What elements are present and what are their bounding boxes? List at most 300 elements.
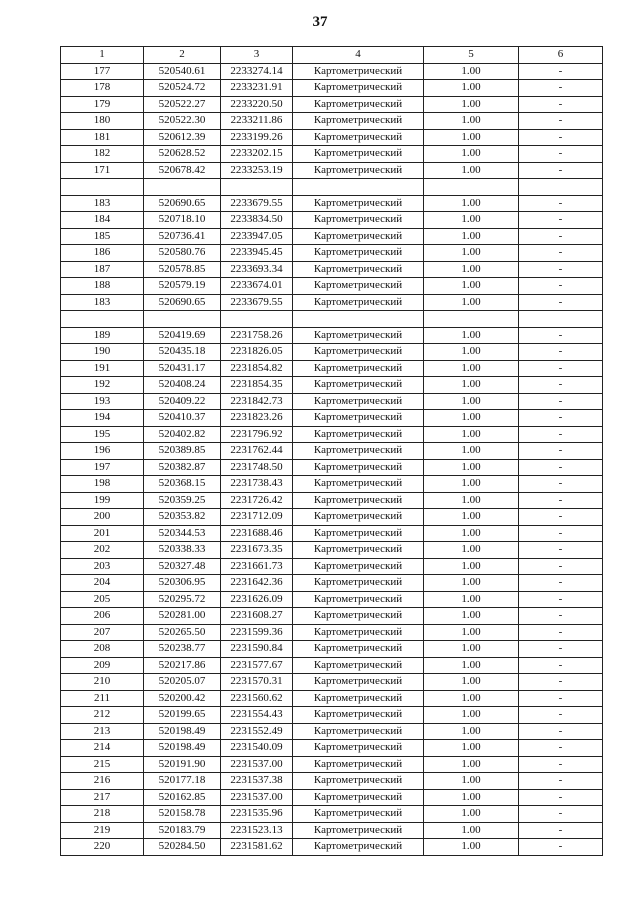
point-number-cell: 180 [61, 113, 144, 130]
accuracy-cell: 1.00 [424, 80, 519, 97]
column-header: 2 [144, 47, 221, 64]
table-row [61, 113, 603, 130]
method-cell: Картометрический [293, 756, 424, 773]
table-row [61, 789, 603, 806]
point-number-cell: 206 [61, 608, 144, 625]
x-coordinate-cell: 520158.78 [144, 806, 221, 823]
point-number-cell: 177 [61, 63, 144, 80]
accuracy-cell: 1.00 [424, 146, 519, 163]
x-coordinate-cell: 520177.18 [144, 773, 221, 790]
note-cell: - [519, 773, 603, 790]
point-number-cell: 185 [61, 228, 144, 245]
note-cell: - [519, 492, 603, 509]
y-coordinate-cell: 2233693.34 [221, 261, 293, 278]
x-coordinate-cell: 520690.65 [144, 195, 221, 212]
method-cell: Картометрический [293, 624, 424, 641]
x-coordinate-cell: 520718.10 [144, 212, 221, 229]
accuracy-cell: 1.00 [424, 476, 519, 493]
note-cell: - [519, 723, 603, 740]
method-cell: Картометрический [293, 789, 424, 806]
x-coordinate-cell: 520736.41 [144, 228, 221, 245]
method-cell: Картометрический [293, 162, 424, 179]
x-coordinate-cell: 520198.49 [144, 740, 221, 757]
point-number-cell: 204 [61, 575, 144, 592]
accuracy-cell: 1.00 [424, 657, 519, 674]
note-cell: - [519, 756, 603, 773]
method-cell: Картометрический [293, 690, 424, 707]
x-coordinate-cell: 520205.07 [144, 674, 221, 691]
x-coordinate-cell: 520408.24 [144, 377, 221, 394]
accuracy-cell: 1.00 [424, 492, 519, 509]
accuracy-cell: 1.00 [424, 228, 519, 245]
note-cell: - [519, 327, 603, 344]
table-row [61, 80, 603, 97]
table-row [61, 624, 603, 641]
column-header: 4 [293, 47, 424, 64]
note-cell: - [519, 459, 603, 476]
y-coordinate-cell: 2231762.44 [221, 443, 293, 460]
method-cell: Картометрический [293, 558, 424, 575]
y-coordinate-cell: 2231738.43 [221, 476, 293, 493]
y-coordinate-cell: 2231570.31 [221, 674, 293, 691]
table-row [61, 723, 603, 740]
table-row [61, 839, 603, 856]
table-row [61, 162, 603, 179]
accuracy-cell: 1.00 [424, 410, 519, 427]
table-row [61, 608, 603, 625]
note-cell [519, 179, 603, 196]
y-coordinate-cell: 2231560.62 [221, 690, 293, 707]
note-cell: - [519, 476, 603, 493]
accuracy-cell: 1.00 [424, 96, 519, 113]
table-row [61, 63, 603, 80]
method-cell: Картометрический [293, 657, 424, 674]
method-cell: Картометрический [293, 129, 424, 146]
accuracy-cell: 1.00 [424, 278, 519, 295]
accuracy-cell: 1.00 [424, 426, 519, 443]
y-coordinate-cell: 2231842.73 [221, 393, 293, 410]
point-number-cell: 212 [61, 707, 144, 724]
table-row [61, 360, 603, 377]
accuracy-cell: 1.00 [424, 261, 519, 278]
y-coordinate-cell: 2231673.35 [221, 542, 293, 559]
note-cell: - [519, 740, 603, 757]
point-number-cell: 217 [61, 789, 144, 806]
accuracy-cell: 1.00 [424, 360, 519, 377]
method-cell: Картометрический [293, 327, 424, 344]
method-cell: Картометрический [293, 344, 424, 361]
table-row [61, 509, 603, 526]
note-cell: - [519, 245, 603, 262]
x-coordinate-cell [144, 311, 221, 328]
y-coordinate-cell: 2231537.38 [221, 773, 293, 790]
y-coordinate-cell: 2231554.43 [221, 707, 293, 724]
accuracy-cell: 1.00 [424, 707, 519, 724]
x-coordinate-cell: 520327.48 [144, 558, 221, 575]
method-cell: Картометрический [293, 723, 424, 740]
method-cell [293, 311, 424, 328]
x-coordinate-cell: 520522.27 [144, 96, 221, 113]
x-coordinate-cell: 520628.52 [144, 146, 221, 163]
note-cell: - [519, 525, 603, 542]
x-coordinate-cell: 520217.86 [144, 657, 221, 674]
note-cell: - [519, 195, 603, 212]
x-coordinate-cell: 520578.85 [144, 261, 221, 278]
y-coordinate-cell: 2233211.86 [221, 113, 293, 130]
y-coordinate-cell: 2231642.36 [221, 575, 293, 592]
table-row [61, 146, 603, 163]
note-cell: - [519, 575, 603, 592]
y-coordinate-cell: 2233834.50 [221, 212, 293, 229]
note-cell: - [519, 624, 603, 641]
note-cell: - [519, 657, 603, 674]
note-cell: - [519, 542, 603, 559]
method-cell: Картометрический [293, 278, 424, 295]
note-cell: - [519, 278, 603, 295]
note-cell [519, 311, 603, 328]
x-coordinate-cell: 520410.37 [144, 410, 221, 427]
point-number-cell: 190 [61, 344, 144, 361]
accuracy-cell: 1.00 [424, 525, 519, 542]
accuracy-cell: 1.00 [424, 393, 519, 410]
point-number-cell: 219 [61, 822, 144, 839]
y-coordinate-cell: 2231577.67 [221, 657, 293, 674]
x-coordinate-cell: 520580.76 [144, 245, 221, 262]
point-number-cell: 220 [61, 839, 144, 856]
point-number-cell: 171 [61, 162, 144, 179]
method-cell: Картометрический [293, 525, 424, 542]
table-row [61, 393, 603, 410]
y-coordinate-cell: 2231748.50 [221, 459, 293, 476]
accuracy-cell: 1.00 [424, 129, 519, 146]
point-number-cell: 195 [61, 426, 144, 443]
x-coordinate-cell: 520522.30 [144, 113, 221, 130]
y-coordinate-cell: 2233947.05 [221, 228, 293, 245]
note-cell: - [519, 63, 603, 80]
y-coordinate-cell: 2231854.82 [221, 360, 293, 377]
x-coordinate-cell: 520306.95 [144, 575, 221, 592]
note-cell: - [519, 707, 603, 724]
point-number-cell: 214 [61, 740, 144, 757]
note-cell: - [519, 789, 603, 806]
table-row [61, 558, 603, 575]
x-coordinate-cell: 520690.65 [144, 294, 221, 311]
accuracy-cell: 1.00 [424, 377, 519, 394]
method-cell: Картометрический [293, 63, 424, 80]
point-number-cell: 198 [61, 476, 144, 493]
column-header: 3 [221, 47, 293, 64]
point-number-cell: 179 [61, 96, 144, 113]
y-coordinate-cell: 2233253.19 [221, 162, 293, 179]
accuracy-cell: 1.00 [424, 756, 519, 773]
x-coordinate-cell: 520338.33 [144, 542, 221, 559]
x-coordinate-cell: 520284.50 [144, 839, 221, 856]
table-row [61, 591, 603, 608]
accuracy-cell: 1.00 [424, 789, 519, 806]
point-number-cell: 200 [61, 509, 144, 526]
x-coordinate-cell: 520200.42 [144, 690, 221, 707]
method-cell: Картометрический [293, 426, 424, 443]
point-number-cell: 194 [61, 410, 144, 427]
method-cell: Картометрический [293, 740, 424, 757]
accuracy-cell: 1.00 [424, 575, 519, 592]
x-coordinate-cell: 520389.85 [144, 443, 221, 460]
table-row [61, 657, 603, 674]
table-row [61, 261, 603, 278]
column-header: 1 [61, 47, 144, 64]
y-coordinate-cell: 2231537.00 [221, 789, 293, 806]
y-coordinate-cell: 2231626.09 [221, 591, 293, 608]
point-number-cell: 187 [61, 261, 144, 278]
accuracy-cell: 1.00 [424, 542, 519, 559]
point-number-cell: 182 [61, 146, 144, 163]
table-row [61, 410, 603, 427]
y-coordinate-cell [221, 179, 293, 196]
y-coordinate-cell: 2233679.55 [221, 195, 293, 212]
accuracy-cell [424, 311, 519, 328]
table-row [61, 575, 603, 592]
point-number-cell: 213 [61, 723, 144, 740]
point-number-cell: 207 [61, 624, 144, 641]
note-cell: - [519, 822, 603, 839]
note-cell: - [519, 261, 603, 278]
table-body [61, 63, 603, 855]
accuracy-cell: 1.00 [424, 591, 519, 608]
accuracy-cell: 1.00 [424, 162, 519, 179]
x-coordinate-cell: 520344.53 [144, 525, 221, 542]
x-coordinate-cell: 520435.18 [144, 344, 221, 361]
y-coordinate-cell: 2231712.09 [221, 509, 293, 526]
point-number-cell: 181 [61, 129, 144, 146]
accuracy-cell: 1.00 [424, 212, 519, 229]
point-number-cell: 197 [61, 459, 144, 476]
table-row [61, 195, 603, 212]
note-cell: - [519, 690, 603, 707]
accuracy-cell: 1.00 [424, 459, 519, 476]
note-cell: - [519, 146, 603, 163]
note-cell: - [519, 377, 603, 394]
accuracy-cell: 1.00 [424, 558, 519, 575]
table-row [61, 344, 603, 361]
accuracy-cell: 1.00 [424, 723, 519, 740]
note-cell: - [519, 674, 603, 691]
note-cell: - [519, 212, 603, 229]
y-coordinate-cell: 2231726.42 [221, 492, 293, 509]
table-row [61, 278, 603, 295]
method-cell: Картометрический [293, 261, 424, 278]
point-number-cell: 191 [61, 360, 144, 377]
accuracy-cell: 1.00 [424, 839, 519, 856]
y-coordinate-cell: 2231581.62 [221, 839, 293, 856]
method-cell: Картометрический [293, 608, 424, 625]
x-coordinate-cell: 520612.39 [144, 129, 221, 146]
table-row [61, 129, 603, 146]
y-coordinate-cell: 2231826.05 [221, 344, 293, 361]
accuracy-cell: 1.00 [424, 63, 519, 80]
point-number-cell: 193 [61, 393, 144, 410]
accuracy-cell: 1.00 [424, 113, 519, 130]
x-coordinate-cell: 520678.42 [144, 162, 221, 179]
note-cell: - [519, 96, 603, 113]
x-coordinate-cell: 520402.82 [144, 426, 221, 443]
point-number-cell: 183 [61, 294, 144, 311]
point-number-cell: 188 [61, 278, 144, 295]
page-number: 37 [312, 14, 328, 30]
table-row [61, 806, 603, 823]
accuracy-cell: 1.00 [424, 624, 519, 641]
table-row [61, 690, 603, 707]
x-coordinate-cell: 520238.77 [144, 641, 221, 658]
method-cell: Картометрический [293, 674, 424, 691]
table-row [61, 773, 603, 790]
separator-row [61, 311, 603, 328]
point-number-cell: 192 [61, 377, 144, 394]
accuracy-cell: 1.00 [424, 245, 519, 262]
note-cell: - [519, 228, 603, 245]
y-coordinate-cell: 2231540.09 [221, 740, 293, 757]
accuracy-cell: 1.00 [424, 195, 519, 212]
method-cell: Картометрический [293, 806, 424, 823]
note-cell: - [519, 294, 603, 311]
x-coordinate-cell: 520431.17 [144, 360, 221, 377]
table-row [61, 476, 603, 493]
point-number-cell: 184 [61, 212, 144, 229]
table-row [61, 740, 603, 757]
table-row [61, 327, 603, 344]
table-row [61, 377, 603, 394]
point-number-cell [61, 179, 144, 196]
x-coordinate-cell: 520359.25 [144, 492, 221, 509]
accuracy-cell [424, 179, 519, 196]
note-cell: - [519, 426, 603, 443]
x-coordinate-cell: 520409.22 [144, 393, 221, 410]
method-cell: Картометрический [293, 492, 424, 509]
x-coordinate-cell: 520265.50 [144, 624, 221, 641]
table-row [61, 492, 603, 509]
note-cell: - [519, 558, 603, 575]
point-number-cell: 208 [61, 641, 144, 658]
table-row [61, 443, 603, 460]
point-number-cell: 203 [61, 558, 144, 575]
method-cell: Картометрический [293, 542, 424, 559]
y-coordinate-cell: 2231608.27 [221, 608, 293, 625]
x-coordinate-cell [144, 179, 221, 196]
column-header: 6 [519, 47, 603, 64]
y-coordinate-cell: 2231688.46 [221, 525, 293, 542]
note-cell: - [519, 344, 603, 361]
method-cell: Картометрический [293, 146, 424, 163]
table-row [61, 228, 603, 245]
method-cell: Картометрический [293, 212, 424, 229]
accuracy-cell: 1.00 [424, 806, 519, 823]
coordinates-table [60, 46, 603, 856]
table-row [61, 822, 603, 839]
note-cell: - [519, 443, 603, 460]
method-cell: Картометрический [293, 443, 424, 460]
point-number-cell: 209 [61, 657, 144, 674]
table-row [61, 756, 603, 773]
method-cell: Картометрический [293, 113, 424, 130]
y-coordinate-cell: 2231590.84 [221, 641, 293, 658]
table-row [61, 426, 603, 443]
y-coordinate-cell: 2231599.36 [221, 624, 293, 641]
point-number-cell: 202 [61, 542, 144, 559]
method-cell: Картометрический [293, 294, 424, 311]
point-number-cell: 218 [61, 806, 144, 823]
y-coordinate-cell: 2233274.14 [221, 63, 293, 80]
note-cell: - [519, 80, 603, 97]
point-number-cell: 189 [61, 327, 144, 344]
x-coordinate-cell: 520368.15 [144, 476, 221, 493]
accuracy-cell: 1.00 [424, 740, 519, 757]
method-cell: Картометрический [293, 245, 424, 262]
x-coordinate-cell: 520524.72 [144, 80, 221, 97]
y-coordinate-cell: 2233945.45 [221, 245, 293, 262]
accuracy-cell: 1.00 [424, 690, 519, 707]
table-row [61, 525, 603, 542]
table-row [61, 542, 603, 559]
note-cell: - [519, 806, 603, 823]
y-coordinate-cell: 2233679.55 [221, 294, 293, 311]
accuracy-cell: 1.00 [424, 608, 519, 625]
note-cell: - [519, 509, 603, 526]
point-number-cell: 205 [61, 591, 144, 608]
note-cell: - [519, 393, 603, 410]
y-coordinate-cell: 2233220.50 [221, 96, 293, 113]
method-cell: Картометрический [293, 410, 424, 427]
note-cell: - [519, 591, 603, 608]
y-coordinate-cell: 2231854.35 [221, 377, 293, 394]
note-cell: - [519, 410, 603, 427]
y-coordinate-cell: 2233202.15 [221, 146, 293, 163]
method-cell: Картометрический [293, 591, 424, 608]
table-row [61, 674, 603, 691]
note-cell: - [519, 113, 603, 130]
point-number-cell: 210 [61, 674, 144, 691]
x-coordinate-cell: 520191.90 [144, 756, 221, 773]
method-cell: Картометрический [293, 360, 424, 377]
x-coordinate-cell: 520419.69 [144, 327, 221, 344]
point-number-cell: 199 [61, 492, 144, 509]
method-cell: Картометрический [293, 459, 424, 476]
x-coordinate-cell: 520281.00 [144, 608, 221, 625]
accuracy-cell: 1.00 [424, 443, 519, 460]
table-row [61, 294, 603, 311]
point-number-cell: 211 [61, 690, 144, 707]
method-cell: Картометрический [293, 476, 424, 493]
x-coordinate-cell: 520198.49 [144, 723, 221, 740]
table-row [61, 212, 603, 229]
method-cell: Картометрический [293, 641, 424, 658]
note-cell: - [519, 129, 603, 146]
method-cell: Картометрический [293, 509, 424, 526]
y-coordinate-cell [221, 311, 293, 328]
method-cell: Картометрический [293, 80, 424, 97]
table-row [61, 96, 603, 113]
x-coordinate-cell: 520540.61 [144, 63, 221, 80]
table-row [61, 707, 603, 724]
note-cell: - [519, 360, 603, 377]
y-coordinate-cell: 2231758.26 [221, 327, 293, 344]
accuracy-cell: 1.00 [424, 294, 519, 311]
method-cell: Картометрический [293, 195, 424, 212]
method-cell: Картометрический [293, 96, 424, 113]
x-coordinate-cell: 520353.82 [144, 509, 221, 526]
separator-row [61, 179, 603, 196]
y-coordinate-cell: 2231661.73 [221, 558, 293, 575]
table-header-row [61, 47, 603, 64]
x-coordinate-cell: 520579.19 [144, 278, 221, 295]
